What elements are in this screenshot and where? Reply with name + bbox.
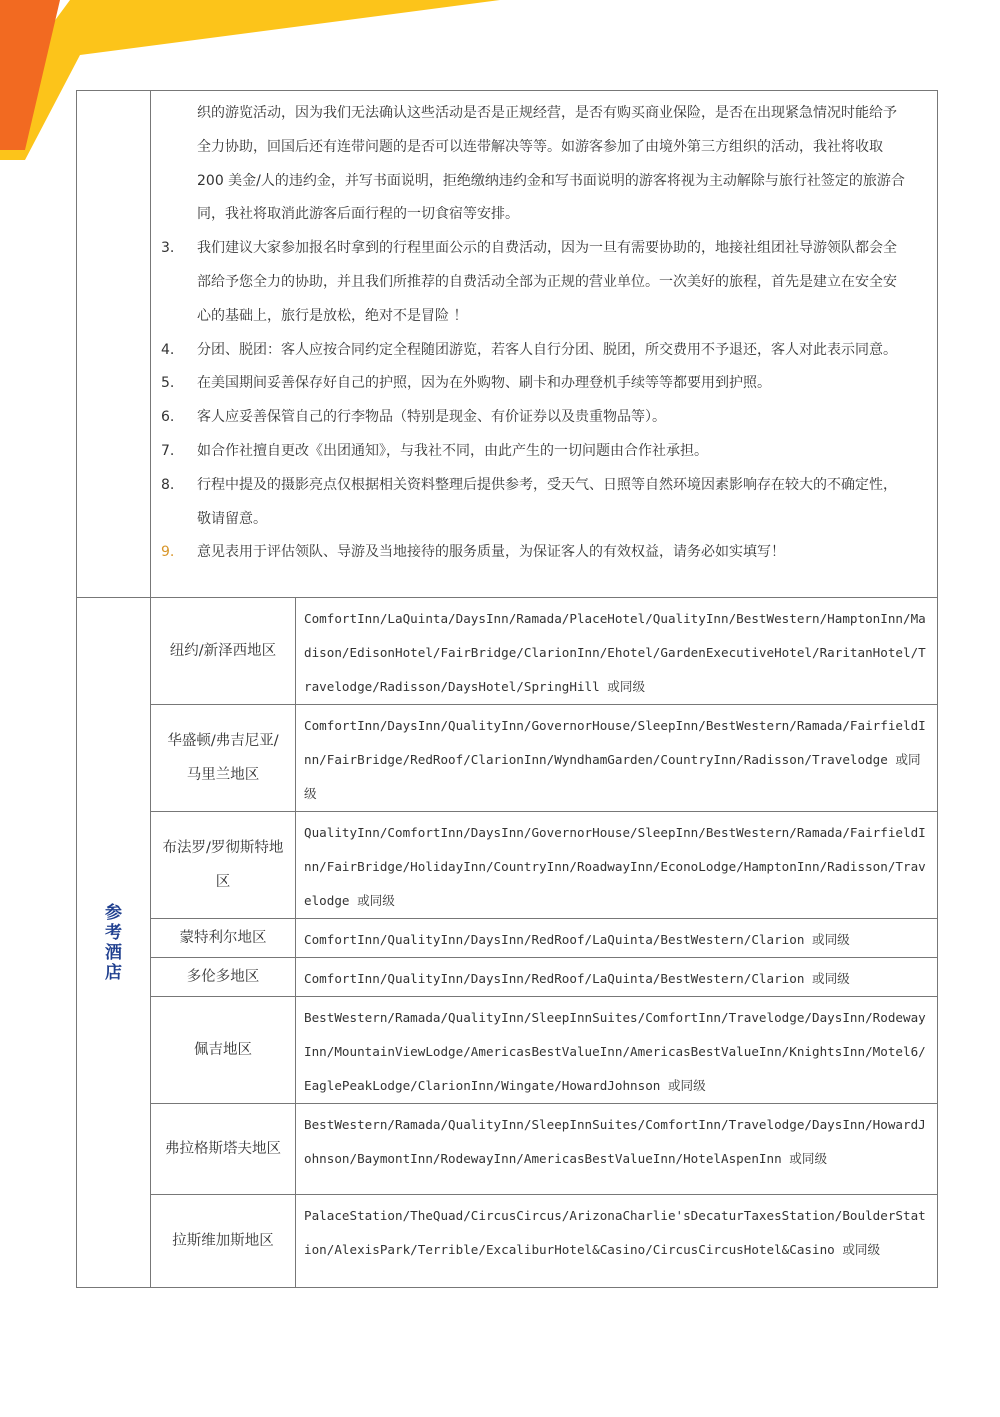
list-item [159,401,909,435]
note-number: 4. [161,341,175,358]
note-text: 织的游览活动，因为我们无法确认这些活动是否是正规经营，是否有购买商业保险，是否在出现紧急情况时能给予全力协助，回国后还有连带问题的是否可以连带解决等等。如游客参加了由境外第三方组织的活动，我社将收取 200 美金/人的违约金，并写书面说明，拒绝缴纳违约金和写书面说明的游客将视为主动解除与旅行社签定的旅游合同，我社将取消此游客后面行程的一切食宿等安排。 [197,105,905,223]
region-name: 蒙特利尔地区 [151,919,296,958]
note-number: 6. [161,409,175,426]
table-row [77,997,938,1104]
note-number: 9. [161,544,175,561]
table-row [77,705,938,812]
table-row [77,1104,938,1195]
note-number: 8. [161,476,175,493]
list-item [159,334,909,368]
region-name: 佩吉地区 [151,997,296,1104]
info-table [76,90,938,1288]
note-text: 如合作社擅自更改《出团通知》，与我社不同，由此产生的一切问题由合作社承担。 [197,442,708,459]
note-number: 7. [161,442,175,459]
notes-row [77,91,938,598]
hotel-list: QualityInn/ComfortInn/DaysInn/GovernorHouse/SleepInn/BestWestern/Ramada/FairfieldInn/FairBridge/HolidayInn/CountryInn/RoadwayInn/EconoLodge/HamptonInn/Radisson/Travelodge 或同级 [296,812,938,919]
note-text: 我们建议大家参加报名时拿到的行程里面公示的自费活动，因为一旦有需要协助的，地接社组团社导游领队都会全部给予您全力的协助，并且我们所推荐的自费活动全部为正规的营业单位。一次美好的旅程，首先是建立在安全安心的基础上，旅行是放松，绝对不是冒险 ！ [197,240,897,324]
note-number: 5. [161,375,175,392]
hotel-list: ComfortInn/DaysInn/QualityInn/GovernorHouse/SleepInn/BestWestern/Ramada/FairfieldInn/FairBridge/RedRoof/ClarionInn/WyndhamGarden/CountryInn/Radisson/Travelodge 或同级 [296,705,938,812]
hotel-list: ComfortInn/QualityInn/DaysInn/RedRoof/LaQuinta/BestWestern/Clarion 或同级 [296,919,938,958]
note-text: 在美国期间妥善保存好自己的护照，因为在外购物、刷卡和办理登机手续等等都要用到护照。 [197,375,771,392]
list-item [159,367,909,401]
list-item [159,536,909,570]
table-row [77,919,938,958]
hotel-list: BestWestern/Ramada/QualityInn/SleepInnSuites/ComfortInn/Travelodge/DaysInn/RodewayInn/MountainViewLodge/AmericasBestValueInn/AmericasBestValueInn/KnightsInn/Motel6/EaglePeakLodge/ClarionInn/Wingate/HowardJohnson 或同级 [296,997,938,1104]
note-number: 3. [161,240,175,257]
note-text: 客人应妥善保管自己的行李物品（特别是现金、有价证券以及贵重物品等）。 [197,409,666,426]
table-row [77,598,938,705]
hotel-list: ComfortInn/LaQuinta/DaysInn/Ramada/PlaceHotel/QualityInn/BestWestern/HamptonInn/Madison/EdisonHotel/FairBridge/ClarionInn/Ehotel/GardenExecutiveHotel/RaritanHotel/Travelodge/Radisson/DaysHotel/SpringHill 或同级 [296,598,938,705]
table-row [77,1195,938,1288]
hotel-list: BestWestern/Ramada/QualityInn/SleepInnSuites/ComfortInn/Travelodge/DaysInn/HowardJohnson/BaymontInn/RodewayInn/AmericasBestValueInn/HotelAspenInn 或同级 [296,1104,938,1195]
note-text: 分团、脱团：客人应按合同约定全程随团游览，若客人自行分团、脱团，所交费用不予退还，客人对此表示同意。 [197,341,897,358]
notes-list [151,91,938,598]
note-text: 行程中提及的摄影亮点仅根据相关资料整理后提供参考，受天气、日照等自然环境因素影响存在较大的不确定性，敬请留意。 [197,476,897,527]
category-cell [77,598,151,1288]
list-item [159,435,909,469]
note-number [159,97,197,232]
region-name: 布法罗/罗彻斯特地区 [151,812,296,919]
region-name: 多伦多地区 [151,958,296,997]
list-item [159,97,909,232]
hotel-list: PalaceStation/TheQuad/CircusCircus/ArizonaCharlie'sDecaturTaxesStation/BoulderStation/AlexisPark/Terrible/ExcaliburHotel&Casino/CircusCircusHotel&Casino 或同级 [296,1195,938,1288]
table-row [77,958,938,997]
list-item [159,469,909,537]
region-name: 纽约/新泽西地区 [151,598,296,705]
notes-blank-cell [77,91,151,598]
region-name: 拉斯维加斯地区 [151,1195,296,1288]
note-text: 意见表用于评估领队、导游及当地接待的服务质量，为保证客人的有效权益，请务必如实填写！ [197,544,785,561]
table-row [77,812,938,919]
region-name: 华盛顿/弗吉尼亚/马里兰地区 [151,705,296,812]
hotel-list: ComfortInn/QualityInn/DaysInn/RedRoof/LaQuinta/BestWestern/Clarion 或同级 [296,958,938,997]
category-label: 参考酒店 [105,902,122,983]
list-item [159,232,909,333]
region-name: 弗拉格斯塔夫地区 [151,1104,296,1195]
